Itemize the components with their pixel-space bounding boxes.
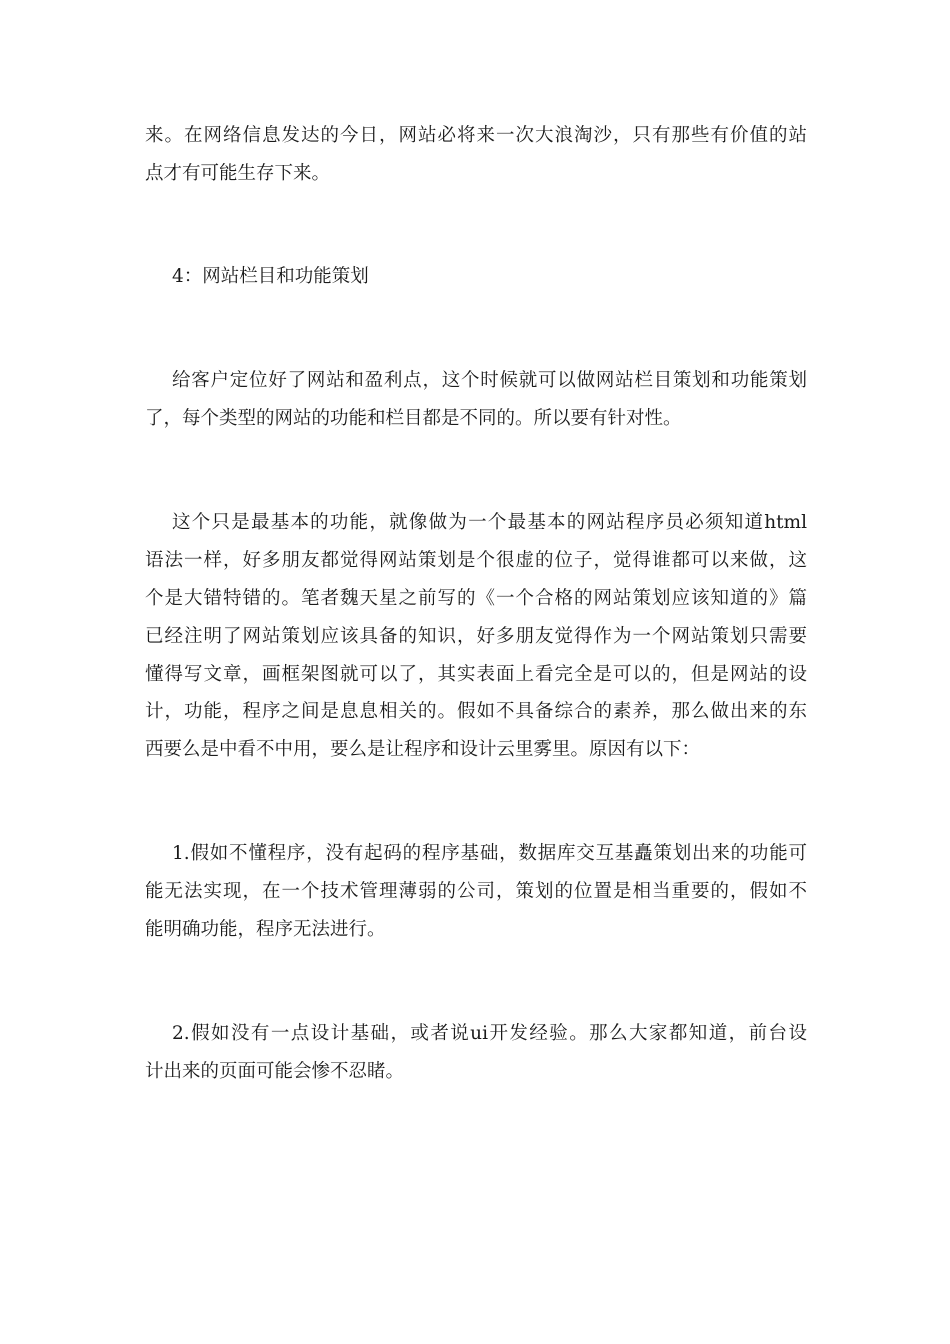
- list-item-line: 能无法实现，在一个技术管理薄弱的公司，策划的位置是相当重要的，假如不: [145, 881, 807, 902]
- list-item-line: 能明确功能，程序无法进行。: [145, 919, 386, 940]
- paragraph-line: 来。在网络信息发达的今日，网站必将来一次大浪淘沙，只有那些有价值的站: [145, 125, 807, 146]
- paragraph-line: 语法一样，好多朋友都觉得网站策划是个很虚的位子，觉得谁都可以来做，这: [145, 550, 807, 571]
- paragraph-line: 西要么是中看不中用，要么是让程序和设计云里雾里。原因有以下：: [145, 739, 701, 760]
- list-item-line: 2.假如没有一点设计基础，或者说ui开发经验。那么大家都知道，前台设: [172, 1023, 807, 1044]
- list-item-line: 1.假如不懂程序，没有起码的程序基础，数据库交互基矗策划出来的功能可: [172, 843, 807, 864]
- paragraph-line: 个是大错特错的。笔者魏天星之前写的《一个合格的网站策划应该知道的》篇: [145, 588, 807, 609]
- list-item-line: 计出来的页面可能会惨不忍睹。: [145, 1061, 405, 1082]
- paragraph-line: 已经注明了网站策划应该具备的知识，好多朋友觉得作为一个网站策划只需要: [145, 626, 807, 647]
- paragraph-line: 了，每个类型的网站的功能和栏目都是不同的。所以要有针对性。: [145, 408, 682, 429]
- paragraph-line: 懂得写文章，画框架图就可以了，其实表面上看完全是可以的，但是网站的设: [145, 664, 807, 685]
- paragraph-line: 点才有可能生存下来。: [145, 163, 331, 184]
- paragraph-line: 这个只是最基本的功能，就像做为一个最基本的网站程序员必须知道html: [172, 512, 807, 533]
- paragraph-line: 计，功能，程序之间是息息相关的。假如不具备综合的素养，那么做出来的东: [145, 701, 807, 722]
- paragraph-line: 给客户定位好了网站和盈利点，这个时候就可以做网站栏目策划和功能策划: [172, 370, 807, 391]
- section-heading: 4：网站栏目和功能策划: [172, 266, 369, 287]
